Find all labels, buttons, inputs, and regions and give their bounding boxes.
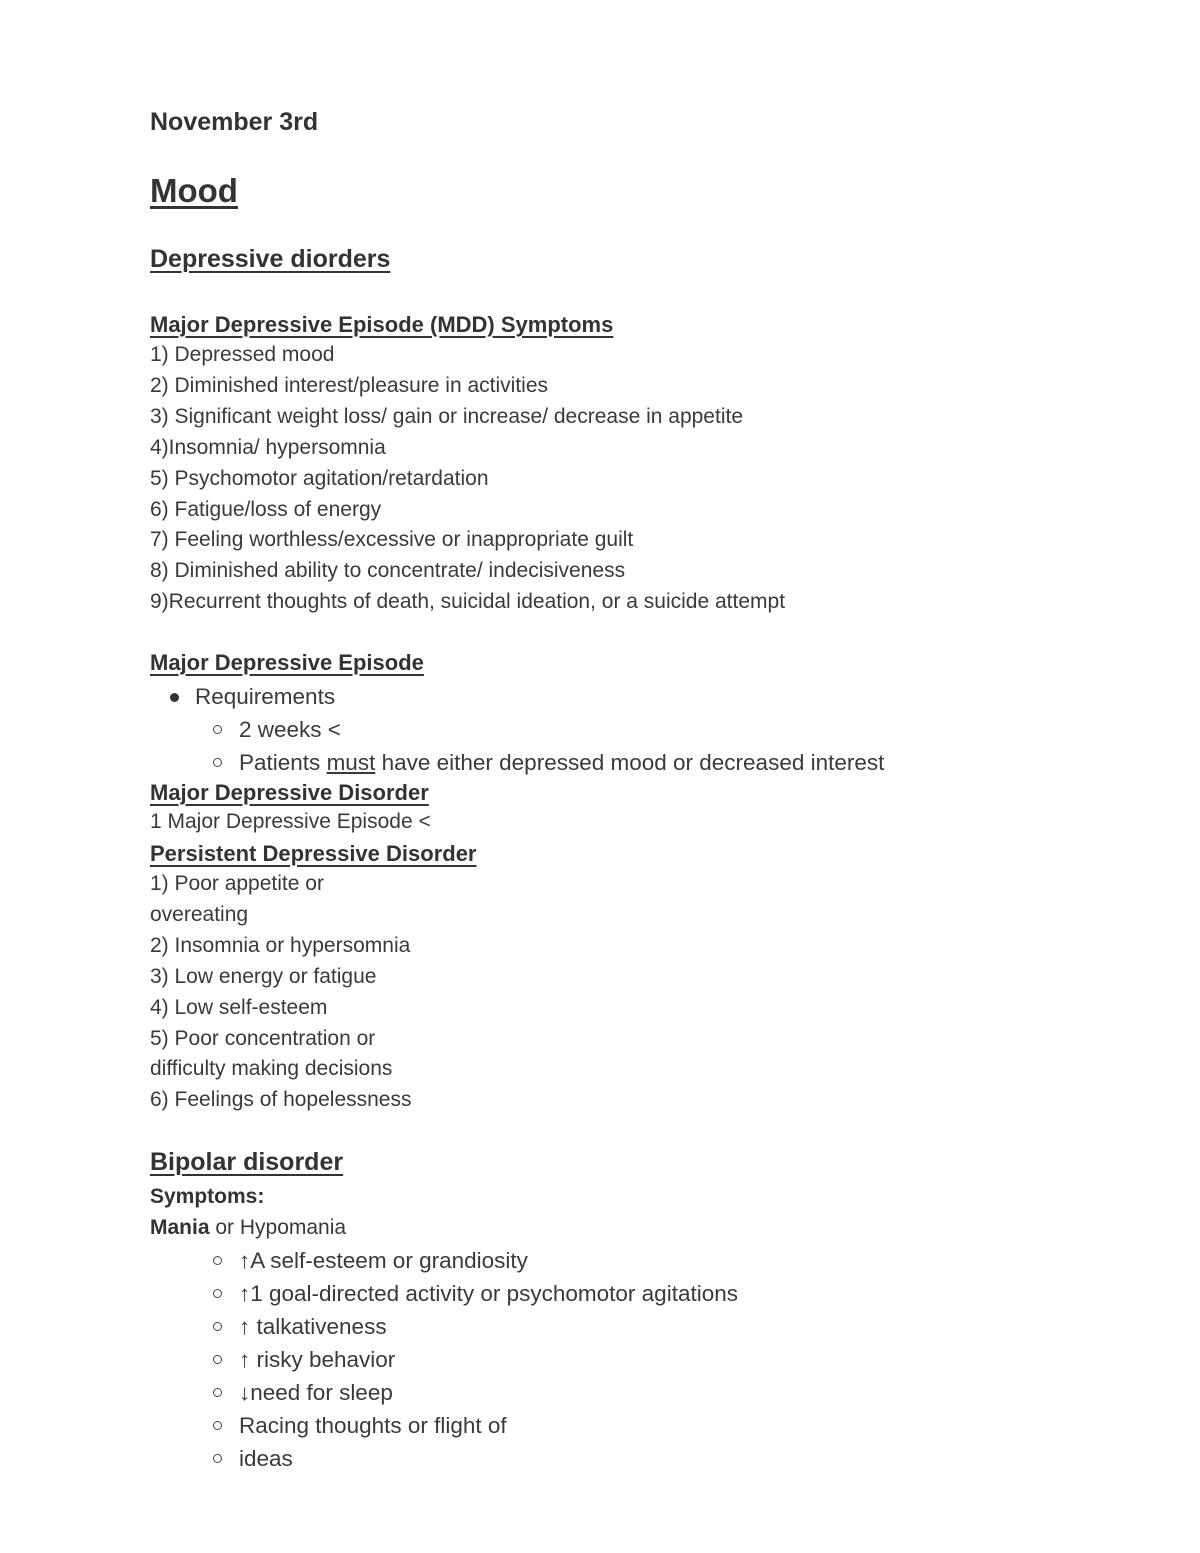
requirement-text-suffix: have either depressed mood or decreased interest <box>375 750 885 775</box>
mdd-symptoms-list <box>150 340 785 618</box>
list-item: difficulty making decisions <box>150 1057 393 1081</box>
major-depressive-episode-heading: Major Depressive Episode <box>150 650 424 675</box>
mania-line <box>150 1216 346 1240</box>
list-item: ↑A self-esteem or grandiosity <box>150 1244 738 1277</box>
mania-symptoms-list <box>150 1244 738 1475</box>
list-item: 1) Poor appetite or <box>150 872 324 895</box>
mania-suffix: or Hypomania <box>209 1216 347 1239</box>
list-item: ↓need for sleep <box>150 1376 738 1409</box>
list-item: 6) Feelings of hopelessness <box>150 1088 412 1112</box>
list-item: 3) Significant weight loss/ gain or increase/ decrease in appetite <box>150 404 744 428</box>
list-item: 5) Poor concentration or <box>150 1026 376 1050</box>
list-item: ↑ risky behavior <box>150 1343 738 1376</box>
bipolar-symptoms-label: Symptoms: <box>150 1185 265 1208</box>
persistent-symptoms-list <box>150 869 412 1116</box>
major-depressive-disorder-heading: Major Depressive Disorder <box>150 780 429 805</box>
depressive-disorders-heading: Depressive diorders <box>150 245 391 273</box>
list-item: 3) Low energy or fatigue <box>150 964 377 988</box>
list-item: 2) Diminished interest/pleasure in activities <box>150 373 549 397</box>
list-item: Racing thoughts or flight of <box>150 1409 738 1442</box>
list-item: 4)Insomnia/ hypersomnia <box>150 435 386 459</box>
mdd-symptoms-heading: Major Depressive Episode (MDD) Symptoms <box>150 312 614 337</box>
list-item: 9)Recurrent thoughts of death, suicidal ideation, or a suicide attempt <box>150 590 786 614</box>
list-item: overeating <box>150 902 249 926</box>
list-item: 4) Low self-esteem <box>150 995 328 1019</box>
list-item: ideas <box>150 1442 738 1475</box>
requirement-emphasis: must <box>326 750 376 775</box>
page-title: Mood <box>150 172 238 209</box>
mania-label: Mania <box>150 1216 210 1239</box>
list-item: ↑ talkativeness <box>150 1310 738 1343</box>
list-item: ↑1 goal-directed activity or psychomotor agitations <box>150 1277 738 1310</box>
list-item: 7) Feeling worthless/excessive or inappropriate guilt <box>150 528 634 552</box>
major-depressive-disorder-text: 1 Major Depressive Episode < <box>150 810 431 833</box>
persistent-depressive-disorder-heading: Persistent Depressive Disorder <box>150 841 477 866</box>
list-item: 5) Psychomotor agitation/retardation <box>150 466 489 490</box>
requirement-mood <box>150 746 884 779</box>
bipolar-disorder-heading: Bipolar disorder <box>150 1148 344 1176</box>
requirement-weeks: 2 weeks < <box>150 713 884 746</box>
date-heading: November 3rd <box>150 108 319 136</box>
list-item: 8) Diminished ability to concentrate/ indecisiveness <box>150 559 626 583</box>
requirements-list <box>150 680 884 779</box>
requirement-text-prefix: Patients <box>239 750 327 775</box>
list-item: 6) Fatigue/loss of energy <box>150 497 382 521</box>
requirements-item: Requirements <box>150 680 884 713</box>
list-item: 2) Insomnia or hypersomnia <box>150 933 411 957</box>
list-item: 1) Depressed mood <box>150 343 335 366</box>
